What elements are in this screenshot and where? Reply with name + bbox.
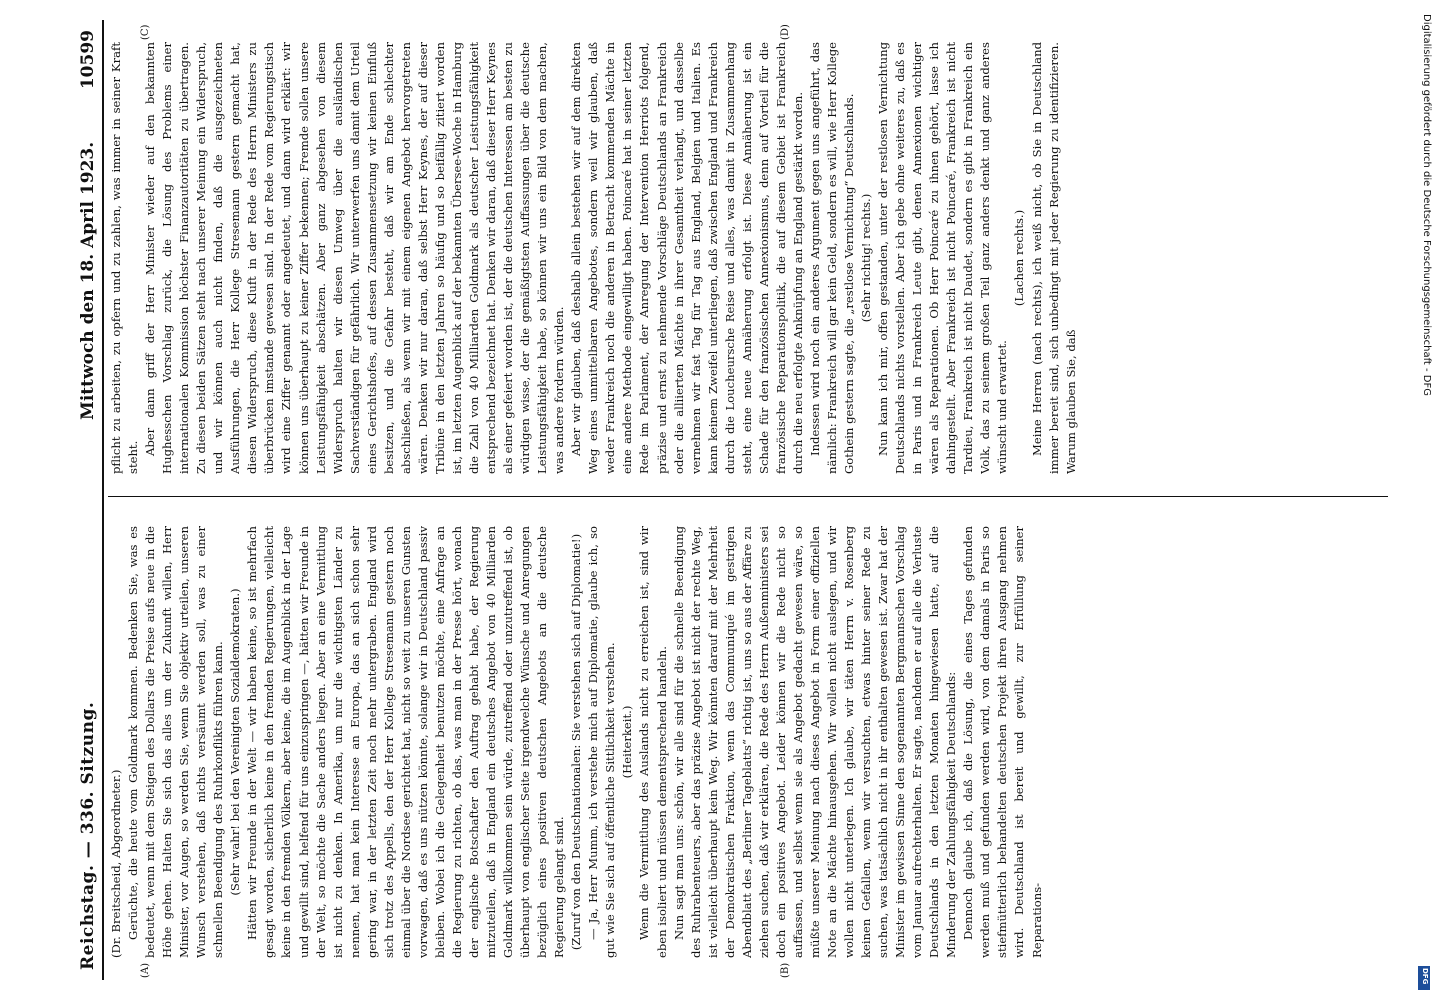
- text-column-left: [108, 526, 1388, 958]
- paragraph: Indessen wird noch ein anderes Argument gegen uns angeführt, das nämlich: Frankreich will gar kein Geld, sondern es will, wie Herr Kollege Gothein gestern sagte, die „restlose Vernichtung“ Deutschlands.: [807, 42, 857, 474]
- paragraph: Aber wir glauben, daß deshalb allein bestehen wir auf dem direkten Weg eines unmittelbaren Angebotes, sondern weil wir glauben, daß weder Frankreich noch die anderen in Betracht kommenden Mächte in eine andere Methode eingewilligt haben. Poincaré hat in seiner letzten Rede im Parlament, der Anregung der Intervention Herriots folgend, präzise und ernst zu nehmende Vorschläge Deutschlands an Frankreich oder die alliierten Mächte in ihrer Gesamtheit verlangt, und dasselbe vernehmen wir fast Tag für Tag aus England, Belgien und Italien. Es kann keinem Zweifel unterliegen, daß zwischen England und Frankreich durch die Loucheursche Reise und alles, was damit in Zusammenhang steht, eine neue Annäherung erfolgt ist. Diese Annäherung ist ein Schade für den französischen Annexionismus, denn auf Vorteil für die französische Reparationspolitik, die auf diesem Gebiet ist Frankreich durch die neu erfolgte Anknüpfung an England gestärkt worden.: [569, 42, 805, 474]
- rotated-page: [20, 20, 1420, 980]
- paragraph: Wenn die Vermittlung des Auslands nicht zu erreichen ist, sind wir eben isoliert und müssen dementsprechend handeln.: [637, 526, 669, 958]
- margin-letter-c: (C): [140, 24, 151, 40]
- paragraph: Nun kann ich mir, offen gestanden, unter der restlosen Vernichtung Deutschlands nichts vorstellen. Aber ich gebe ohne weiteres zu, daß es in Paris und in Frankreich Leute gibt, denen Annexionen wichtiger wären als Reparationen. Ob Herr Poincaré zu ihnen gehört, lasse ich dahingestellt. Aber Frankreich ist nicht Poincaré, Frankreich ist nicht Tardieu, Frankreich ist nicht Daudet, sondern es gibt in Frankreich ein Volk, das zu seinem großen Teil ganz anders denkt und ganz anderes wünscht und erwartet.: [876, 42, 1010, 474]
- page-header: [72, 20, 104, 980]
- dfg-logo: [1418, 966, 1430, 990]
- page-number: 10599: [78, 30, 98, 90]
- margin-letter-b: (B): [780, 962, 791, 978]
- credit-text: Digitalisierung gefördert durch die Deutsche Forschungsgemeinschaft - DFG: [1421, 14, 1432, 397]
- column-divider: [108, 496, 1388, 497]
- digitization-credit: [1418, 8, 1430, 992]
- paragraph: Dennoch glaube ich, daß die Lösung, die eines Tages gefunden werden muß und gefunden werden wird, von dem damals in Paris so stiefmütterlich behandelten deutschen Projekt ihren Ausgang nehmen wird. Deutschland ist bereit und gewillt, zur Erfüllung seiner Reparations-: [961, 526, 1044, 958]
- margin-letter-d: (D): [780, 24, 791, 40]
- paragraph: (Dr. Breitscheid, Abgeordneter.): [109, 769, 123, 958]
- paragraph: — Ja, Herr Mumm, ich verstehe mich auf Diplomatie, glaube ich, so gut wie Sie sich auf öffentliche Sittlichkeit verstehen.: [586, 526, 618, 958]
- dfg-logo-text: DFG: [1421, 968, 1429, 985]
- paragraph: (Zuruf von den Deutschnationalen: Sie verstehen sich auf Diplomatie!): [569, 533, 584, 951]
- paragraph: Gerüchte, die heute vom Goldmark kommen. Bedenken Sie, was es bedeutet, wenn mit dem Steigen des Dollars die Preise aufs neue in die Höhe gehen. Halten Sie sich das alles um der Zukunft willen, Herr Minister, vor Augen, so werden Sie, wenn Sie objektiv urteilen, unseren Wunsch verstehen, daß nichts versäumt werden soll, was zu einer schnellen Beendigung des Ruhrkonflikts führen kann.: [126, 526, 226, 958]
- paragraph: Aber dann griff der Herr Minister wieder auf den bekannten Hughesschen Vorschlag zurück, die Lösung des Problems einer internationalen Kommission höchster Finanzautoritäten zu übertragen. Zu diesen beiden Sätzen steht nach unserer Meinung ein Widerspruch, und wir können auch nicht finden, daß die ausgezeichneten Ausführungen, die Herr Kollege Stresemann gestern gemacht hat, diesen Widerspruch, diese Kluft in der Rede des Herrn Ministers zu überbrücken imstande gewesen sind. In der Rede vom Regierungstisch wird eine Ziffer genannt oder angedeutet, und dann wird erklärt: wir können uns überhaupt zu keiner Ziffer bekennen; Fremde sollen unsere Leistungsfähigkeit abschätzen. Aber ganz abgesehen von diesem Widerspruch halten wir diesen Umweg über die ausländischen Sachverständigen für gefährlich. Wir unterwerfen uns damit dem Urteil eines Gerichtshofes, auf dessen Zusammensetzung wir keinen Einfluß besitzen, und die Gefahr besteht, daß wir am Ende schlechter abschließen, als wenn wir mit einem eigenen Angebot hervorgetreten wären. Denken wir nur daran, daß selbst Herr Keynes, der auf dieser Tribüne in den letzten Jahren so häufig und so beifällig zitiert worden ist, im letzten Augenblick auf der bekannten Übersee-Woche in Hamburg die Zahl von 40 Milliarden Goldmark als deutscher Leistungsfähigkeit entsprechend bezeichnet hat. Denken wir daran, daß dieser Herr Keynes als einer gefeiert worden ist, der die deutschen Interessen am besten zu würdigen wisse, der die gemäßigtsten Auffassungen über die deutsche Leistungsfähigkeit habe, so können wir uns ein Bild von dem machen, was andere fordern würden.: [143, 42, 567, 474]
- paragraph: (Sehr richtig! rechts.): [859, 193, 874, 323]
- paragraph: (Heiterkeit.): [620, 705, 635, 779]
- paragraph: Hätten wir Freunde in der Welt — wir haben keine, so ist mehrfach gesagt worden, sicherlich keine in den fremden Regierungen, vielleicht keine in den fremden Völkern, aber keine, die im Augenblick in der Lage und gewillt sind, helfend für uns einzuspringen —, hätten wir Freunde in der Welt, so möchte die Sache anders liegen. Aber an eine Vermittlung ist nicht zu denken. In Amerika, um nur die wichtigsten Länder zu nennen, hat man kein Interesse an Europa, das an sich schon sehr gering war, in der letzten Zeit noch mehr untergraben. England wird sich trotz des Appells, den der Herr Kollege Stresemann gestern noch einmal über die Nordsee gerichtet hat, nicht so weit zu unseren Gunsten vorwagen, daß es uns nützen könnte, solange wir in Deutschland passiv bleiben. Wobei ich die Gelegenheit benutzen möchte, eine Anfrage an die Regierung zu richten, ob das, was man in der Presse hört, wonach der englische Botschafter den Auftrag gehabt habe, der Regierung mitzuteilen, daß in England ein deutsches Angebot von 40 Milliarden Goldmark willkommen sein würde, zutreffend oder unzutreffend ist, ob überhaupt von englischer Seite irgendwelche Wünsche und Anregungen bezüglich eines positiven deutschen Angebots an die deutsche Regierung gelangt sind.: [245, 526, 567, 958]
- header-date: Mittwoch den 18. April 1923.: [78, 141, 98, 420]
- paragraph: (Sehr wahr! bei den Vereinigten Sozialdemokraten.): [228, 588, 243, 896]
- margin-letter-a: (A): [140, 962, 151, 978]
- paragraph: (Lachen rechts.): [1012, 209, 1027, 307]
- header-session: Reichstag. — 336. Sitzung.: [78, 701, 98, 970]
- text-column-right: [108, 42, 1388, 474]
- paragraph: Meine Herren (nach rechts), ich weiß nicht, ob Sie in Deutschland immer bereit sind, sich unbedingt mit jeder Regierung zu identifizieren. Warum glauben Sie, daß: [1029, 42, 1078, 474]
- paragraph: pflicht zu arbeiten, zu opfern und zu zahlen, was immer in seiner Kraft steht.: [109, 42, 141, 474]
- paragraph: Nun sagt man uns: schön, wir alle sind für die schnelle Beendigung des Ruhrabenteuers, aber das präzise Angebot ist nicht der rechte Weg, ist vielleicht überhaupt kein Weg. Wir könnten darauf mit der Mehrheit der Demokratischen Fraktion, wenn das Communiqué im gestrigen Abendblatt des „Berliner Tageblatts“ richtig ist, uns so aus der Affäre zu ziehen suchen, daß wir erklären, die Rede des Herrn Außenministers sei doch ein positives Angebot. Leider können wir die Rede nicht so auffassen, und selbst wenn sie als Angebot gedacht gewesen wäre, so müßte unserer Meinung nach dieses Angebot in Form einer offiziellen Note an die Mächte hinausgehen. Wir wollen nicht auslegen, und wir wollen nicht unterlegen. Ich glaube, wir täten Herrn v. Rosenberg keinen Gefallen, wenn wir versuchten, etwas hinter seiner Rede zu suchen, was tatsächlich nicht in ihr enthalten gewesen ist. Zwar hat der Minister im gewissen Sinne den sogenannten Bergmannschen Vorschlag vom Januar aufrechterhalten. Er sagte, nachdem er auf alle die Verluste Deutschlands in den letzten Monaten hingewiesen hatte, auf die Minderung der Zahlungsfähigkeit Deutschlands:: [671, 526, 959, 958]
